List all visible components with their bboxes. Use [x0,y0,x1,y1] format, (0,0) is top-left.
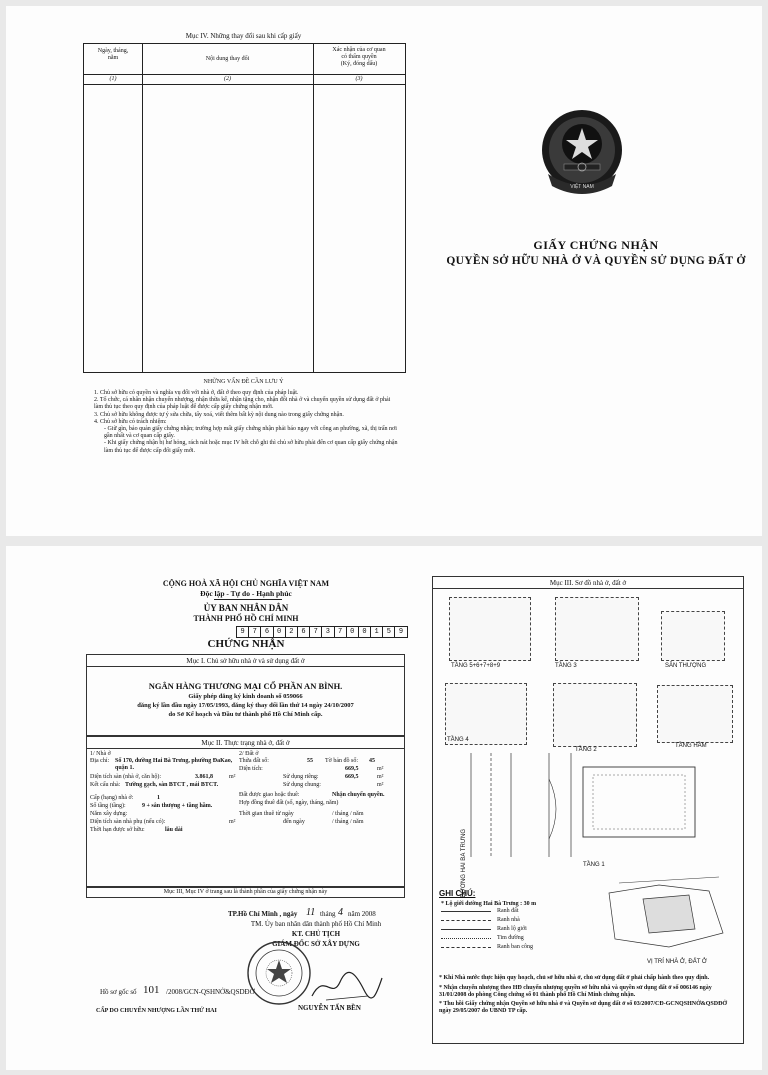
serial-digit: 3 [321,626,333,638]
signature-line1: TM. Ủy ban nhân dân thành phố Hồ Chí Minh [250,920,382,928]
roof-terrace-plan [661,611,725,661]
authority-2: THÀNH PHỐ HỒ CHÍ MINH [193,614,299,623]
map-value: 45 [369,758,375,764]
section1-box [86,654,405,736]
term-label: Thời hạn được sở hữu: [90,827,145,833]
floors-label: Số tầng (tầng): [90,803,126,809]
signer-name: NGUYỄN TẤN BỀN [298,1004,361,1012]
place-date-prefix: TP.Hồ Chí Minh , ngày [228,910,298,918]
motto-underline [214,599,282,600]
legend-title: GHI CHÚ: [439,889,476,898]
grade-label: Cấp (hạng) nhà ở: [90,795,134,801]
ref-number: 101 [143,984,160,996]
footnote: * Khi Nhà nước thực hiện quy hoạch, chủ sở hữu nhà ở, chủ sử dụng đất ở phải chấp hành theo quy định. [439,975,710,981]
year-label: Năm xây dựng: [90,811,128,817]
legend-item: Tim đường [497,935,524,941]
signature-line2: KT. CHỦ TỊCH [291,930,341,938]
notes-title: NHỮNG VẤN ĐỀ CẦN LƯU Ý [203,379,284,385]
ground-floor-site-plan [453,749,723,861]
col1-number: (1) [109,76,117,82]
allocation-value: Nhận chuyển quyền. [332,792,385,798]
cover-title: GIẤY CHỨNG NHẬN [533,238,659,252]
plan-label: TẦNG HẦM [675,743,707,749]
section3-title: Mục III. Sơ đồ nhà ở, đất ở [549,579,627,587]
note-item: 1. Chủ sở hữu có quyền và nghĩa vụ đối với nhà ở, đất ở theo quy định của pháp luật. [94,390,299,396]
plan-label: TẦNG 3 [555,663,577,669]
plan-label: TẦNG 4 [447,737,469,743]
col3-header: Xác nhận của cơ quan có thẩm quyền (Ký, đóng dấu) [332,47,386,67]
signature-month: 4 [338,907,343,918]
legend-swatch [441,947,491,948]
serial-digit: 7 [248,626,260,638]
plan-label: SÂN THƯỢNG [665,663,707,669]
floor-area-unit: m² [229,774,236,780]
official-seal-icon [246,940,312,1006]
signature-day: 11 [306,907,316,918]
certificate-inner-pages [6,546,762,1070]
map-label: Tờ bản đồ số: [325,758,359,764]
term-value: lâu dài [165,827,183,833]
col3-number: (3) [355,76,363,82]
floor-plan-4 [445,683,527,745]
nation-header: CỘNG HOÀ XÃ HỘI CHỦ NGHĨA VIỆT NAM [162,579,330,588]
emblem-ribbon-text: VIỆT NAM [570,184,594,190]
registration-line: đăng ký lần đầu ngày 17/05/1993, đăng ký thay đổi lần thứ 14 ngày 24/10/2007 [137,702,354,709]
lease-from-label: Thời gian thuê từ ngày [239,811,294,817]
note-item: - Giữ gìn, bảo quản giấy chứng nhận; trường hợp mất giấy chứng nhận phải báo ngay với công an phường, xã, thị trấn nơi gần nhất và cơ quan cấp giấy. [104,426,397,440]
note-item: 4. Chủ sở hữu có trách nhiệm: [94,418,167,425]
legend-swatch [441,920,491,921]
serial-digit: 0 [346,626,358,638]
col2-header: Nội dung thay đổi [205,56,250,62]
shared-unit: m² [377,782,384,788]
certificate-back-cover [6,6,762,536]
ref-suffix: /2008/GCN-QSHNỞ&QSDĐỞ [166,988,255,996]
footnote: * Thu hồi Giấy chứng nhận Quyền sở hữu nhà ở và Quyền sử dụng đất ở số 03/2007/CĐ-GCNQSHNỞ&QSDĐỞ ngày 29/05/2007 do UBND TP cấp. [439,1001,728,1014]
section4-title: Mục IV. Những thay đổi sau khi cấp giấy [185,32,302,40]
year-label: năm 2008 [348,910,376,918]
lease-from-slots: / tháng / năm [332,811,364,817]
serial-digit: 7 [334,626,346,638]
floor-plan-2 [553,683,637,747]
serial-number [236,626,408,638]
contract-label: Hợp đồng thuê đất (số, ngày, tháng, năm) [239,800,339,806]
legend-item: Ranh đất [497,908,519,914]
shared-label: Sử dụng chung: [283,782,321,788]
house-heading: 1/ Nhà ở [90,751,111,757]
owner-name: NGÂN HÀNG THƯƠNG MẠI CỔ PHẦN AN BÌNH. [148,681,343,691]
document-title: CHỨNG NHẬN [207,638,285,650]
month-label: tháng [320,910,336,918]
area-label: Diện tích: [239,766,263,772]
allocation-label: Đất được giao hoặc thuê: [239,792,300,798]
floor-plan-5-9 [449,597,531,661]
motto: Độc lập - Tự do - Hạnh phúc [200,589,292,598]
col1-header: Ngày, tháng, năm [97,48,129,61]
floor-area-label: Diện tích sàn (nhà ở, căn hộ): [90,774,161,780]
serial-digit: 6 [260,626,272,638]
serial-digit: 1 [370,626,382,638]
plan-label: TẦNG 5+6+7+8+9 [451,663,501,669]
section1-title: Mục I. Chủ sở hữu nhà ở và sử dụng đất ở [186,657,305,665]
floor-plan-3 [555,597,639,661]
area-value: 669,5 [345,766,359,772]
section2-title: Mục II. Thực trạng nhà ở, đất ở [201,739,290,747]
serial-digit: 2 [285,626,297,638]
section3-box [432,576,744,1044]
note-item: 2. Tổ chức, cá nhân nhận chuyển nhượng, nhận thừa kế, nhận tặng cho, nhận đổi nhà ở và chuyển quyền sử dụng đất ở phải làm thủ tục theo quy định của pháp luật để được cấp giấy chứng nhận mới. [94,397,391,411]
private-value: 669,5 [345,774,359,780]
license-line: Giấy phép đăng ký kinh doanh số 059066 [188,693,303,700]
legend-swatch [441,911,491,912]
legend-item: Ranh lộ giới [497,926,527,932]
aux-area-label: Diện tích sàn nhà phụ (nếu có): [90,819,166,825]
cover-subtitle: QUYỀN SỞ HỮU NHÀ Ở VÀ QUYỀN SỬ DỤNG ĐẤT Ở [446,255,746,267]
handwritten-signature-icon [306,966,386,1006]
structure-value: Tường gạch, sàn BTCT , mái BTCT. [125,782,219,788]
serial-digit: 9 [236,626,248,638]
address-value: Số 170, đường Hai Bà Trưng, phường ĐaKao, quận 1. [115,758,233,771]
legend-item: Ranh nhà [497,917,520,923]
col2-number: (2) [224,76,231,82]
aux-area-unit: m² [229,819,236,825]
parcel-label: Thửa đất số: [239,758,269,764]
street-label: ĐƯỜNG HAI BÀ TRƯNG [461,829,467,898]
notes-list [94,390,399,455]
area-unit: m² [377,766,384,772]
serial-digit: 7 [309,626,321,638]
plan-label: VỊ TRÍ NHÀ Ở, ĐẤT Ở [647,959,708,965]
lease-to-slots: / tháng / năm [332,819,364,825]
note-item: 3. Chủ sở hữu không được tự ý sửa chữa, tẩy xoá, viết thêm bất kỳ nội dung nào trong giấy chứng nhận. [94,411,344,418]
floor-area-value: 3.861,8 [195,774,213,780]
serial-digit: 6 [297,626,309,638]
lease-to-label: đến ngày [283,819,305,825]
footnote: * Nhận chuyển nhượng theo HĐ chuyển nhượng quyền sở hữu nhà và quyền sử dụng đất ở số 006146 ngày 31/01/2008 do phòng Công chứng số 01 thành phố Hồ Chí Minh chứng nhận. [439,985,712,998]
legend-item: Ranh ban công [497,944,533,950]
location-map [599,873,733,955]
ref-label: Hồ sơ gốc số [100,988,137,996]
signature-line3: GIÁM ĐỐC SỞ XÂY DỰNG [272,940,360,948]
serial-digit: 5 [382,626,394,638]
address-label: Địa chỉ: [90,758,110,764]
floors-value: 9 + sân thượng + tầng hầm. [142,803,213,809]
private-unit: m² [377,774,384,780]
transfer-note: CẤP DO CHUYỂN NHƯỢNG LẦN THỨ HAI [96,1008,217,1014]
land-heading: 2/ Đất ở [239,751,259,757]
issuer-line: do Sở Kế hoạch và Đầu tư thành phố Hồ Chí Minh cấp. [168,711,323,718]
plan-label: TẦNG 2 [575,747,597,753]
serial-digit: 0 [273,626,285,638]
changes-table [83,43,406,373]
private-label: Sử dụng riêng: [283,774,319,780]
legend-item: * Lộ giới đường Hai Bà Trưng : 30 m [441,901,537,907]
grade-value: 1 [157,795,160,801]
legend-swatch [441,929,491,930]
plan-label: TẦNG 1 [583,862,605,868]
section2-box [86,736,405,888]
serial-digit: 9 [394,626,407,638]
authority-1: ỦY BAN NHÂN DÂN [203,603,289,613]
legend-swatch [441,938,491,939]
serial-digit: 0 [358,626,370,638]
basement-plan [657,685,733,743]
structure-label: Kết cấu nhà: [90,782,121,788]
parcel-value: 55 [307,758,313,764]
section-note: Mục III, Mục IV ở trang sau là thành phần của giấy chứng nhận này [86,886,405,898]
note-item: - Khi giấy chứng nhận bị hư hỏng, rách nát hoặc mục IV hết chỗ ghi thì chủ sở hữu phải đến cơ quan cấp giấy chứng nhận làm thủ tục để được cấp đổi giấy mới. [104,440,398,454]
